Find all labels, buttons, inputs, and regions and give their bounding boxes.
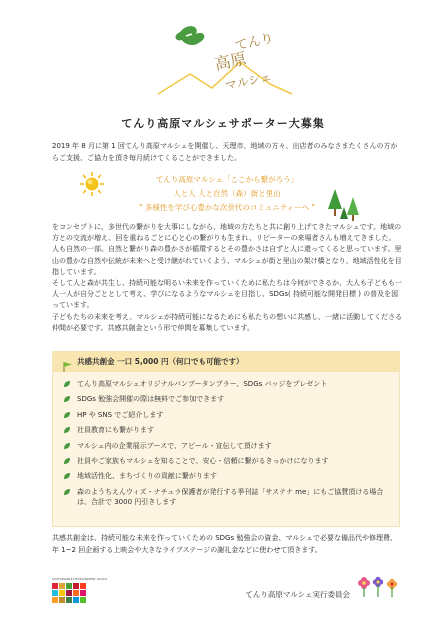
leaf-mark-icon bbox=[176, 26, 205, 45]
slogan-line-2: 人と人 人と自然（森）街と里山 bbox=[173, 189, 281, 198]
page-title: てんり高原マルシェサポーター大募集 bbox=[121, 117, 325, 130]
sdgs-logo bbox=[52, 576, 108, 606]
leaf-bullet-icon bbox=[63, 442, 71, 453]
list-item: 森のようちえんウィズ・ナチュラ保護者が発行する季刊誌「サステナ me」にもご協賛頂ける場合は、合計で 3000 円引きします bbox=[63, 487, 393, 507]
svg-text:高原: 高原 bbox=[212, 48, 249, 74]
svg-text:マルシェ: マルシェ bbox=[223, 69, 274, 93]
flowers-icon bbox=[356, 574, 400, 598]
benefits-header bbox=[53, 352, 399, 372]
body-paragraph-4: 子どもたちの未来を考え、マルシェが持続可能になるためにも私たちの想いに共感し、一緒に活動してくださる仲間が必要です。共感共創金という形で仲間を募集しています。 bbox=[52, 312, 403, 332]
benefits-list bbox=[63, 379, 393, 512]
leaf-bullet-icon bbox=[63, 457, 71, 468]
flag-icon bbox=[63, 357, 73, 376]
marche-logo bbox=[150, 14, 300, 106]
logo-graphic bbox=[150, 14, 300, 106]
svg-text:SUSTAINABLE DEVELOPMENT GOALS: SUSTAINABLE DEVELOPMENT GOALS bbox=[52, 577, 108, 581]
leaf-bullet-icon bbox=[63, 380, 71, 391]
list-item: 社員教育にも繋がります bbox=[63, 425, 393, 435]
organizer-name: てんり高原マルシェ実行委員会 bbox=[245, 590, 350, 599]
body-paragraph-1: をコンセプトに、多世代の繋がりを大事にしながら、地域の方たちと共に創り上げてきたマルシェです。地域の方との交流が増え、回を重ねるごとに心と心の繋がりも生まれ、リピーターの来場者さんも増えてきました。 bbox=[52, 223, 402, 243]
list-item: SDGs 勉強会開催の際は無料でご参加できます bbox=[63, 394, 393, 404]
footer-paragraph: 共感共創金は、持続可能な未来を作っていくための SDGs 勉強会の資金、マルシェで必要な備品代や修理費、年 1~2 回企画する上映会や大きなライブステージの謝礼金などに使わせて頂きます。 bbox=[52, 534, 398, 554]
body-paragraph-2: 人も自然の一部。自然と繋がり森の豊かさが循環するとその豊かさは自ずと人に還ってくると思っています。里山の豊かな自然や伝統が未来へと受け継がれていくよう、マルシェが街と里山の架け橋となり、地域活性化を目指しています。 bbox=[52, 245, 402, 276]
slogan-line-1: てんり高原マルシェ「ここから繋がろう」 bbox=[155, 175, 299, 184]
list-item: 社員やご家族もマルシェを知ることで、安心・信頼に繋がるきっかけになります bbox=[63, 456, 393, 466]
leaf-bullet-icon bbox=[63, 411, 71, 422]
leaf-bullet-icon bbox=[63, 488, 71, 499]
leaf-bullet-icon bbox=[63, 395, 71, 406]
leaf-bullet-icon bbox=[63, 426, 71, 437]
body-text bbox=[52, 222, 404, 334]
body-paragraph-3: そして人と森が共生し、持続可能な明るい未来を作っていくために私たちは今何ができるか、大人も子どもも一人一人が自分ごととして考え、学びになるようなマルシェを目指し、SDGs( 持続可能な開発目標 ) の普及を図っています。 bbox=[52, 279, 402, 310]
list-item: 地域活性化、まちづくりの貢献に繋がります bbox=[63, 471, 393, 481]
trees-icon bbox=[325, 185, 365, 225]
slogan-line-3: " 多様性を学び心豊かな次世代のコミュニティーへ " bbox=[139, 203, 315, 212]
list-item: HP や SNS でご紹介します bbox=[63, 410, 393, 420]
benefits-box bbox=[52, 351, 400, 527]
list-item: てんり高原マルシェオリジナルバンブータンブラー、SDGs バッジをプレゼント bbox=[63, 379, 393, 389]
leaf-bullet-icon bbox=[63, 472, 71, 483]
benefits-title: 共感共創金 一口 5,000 円（何口でも可能です） bbox=[77, 357, 244, 366]
list-item: マルシェ内の企業展示ブースで、アピール・宣伝して頂けます bbox=[63, 441, 393, 451]
intro-paragraph: 2019 年 8 月に第 1 回てんり高原マルシェを開催し、天理市、地域の方々、出店者のみなさまたくさんの方からご支援、ご協力を頂き毎月続けてくることができました。 bbox=[52, 142, 398, 162]
svg-text:てんり: てんり bbox=[233, 31, 275, 54]
